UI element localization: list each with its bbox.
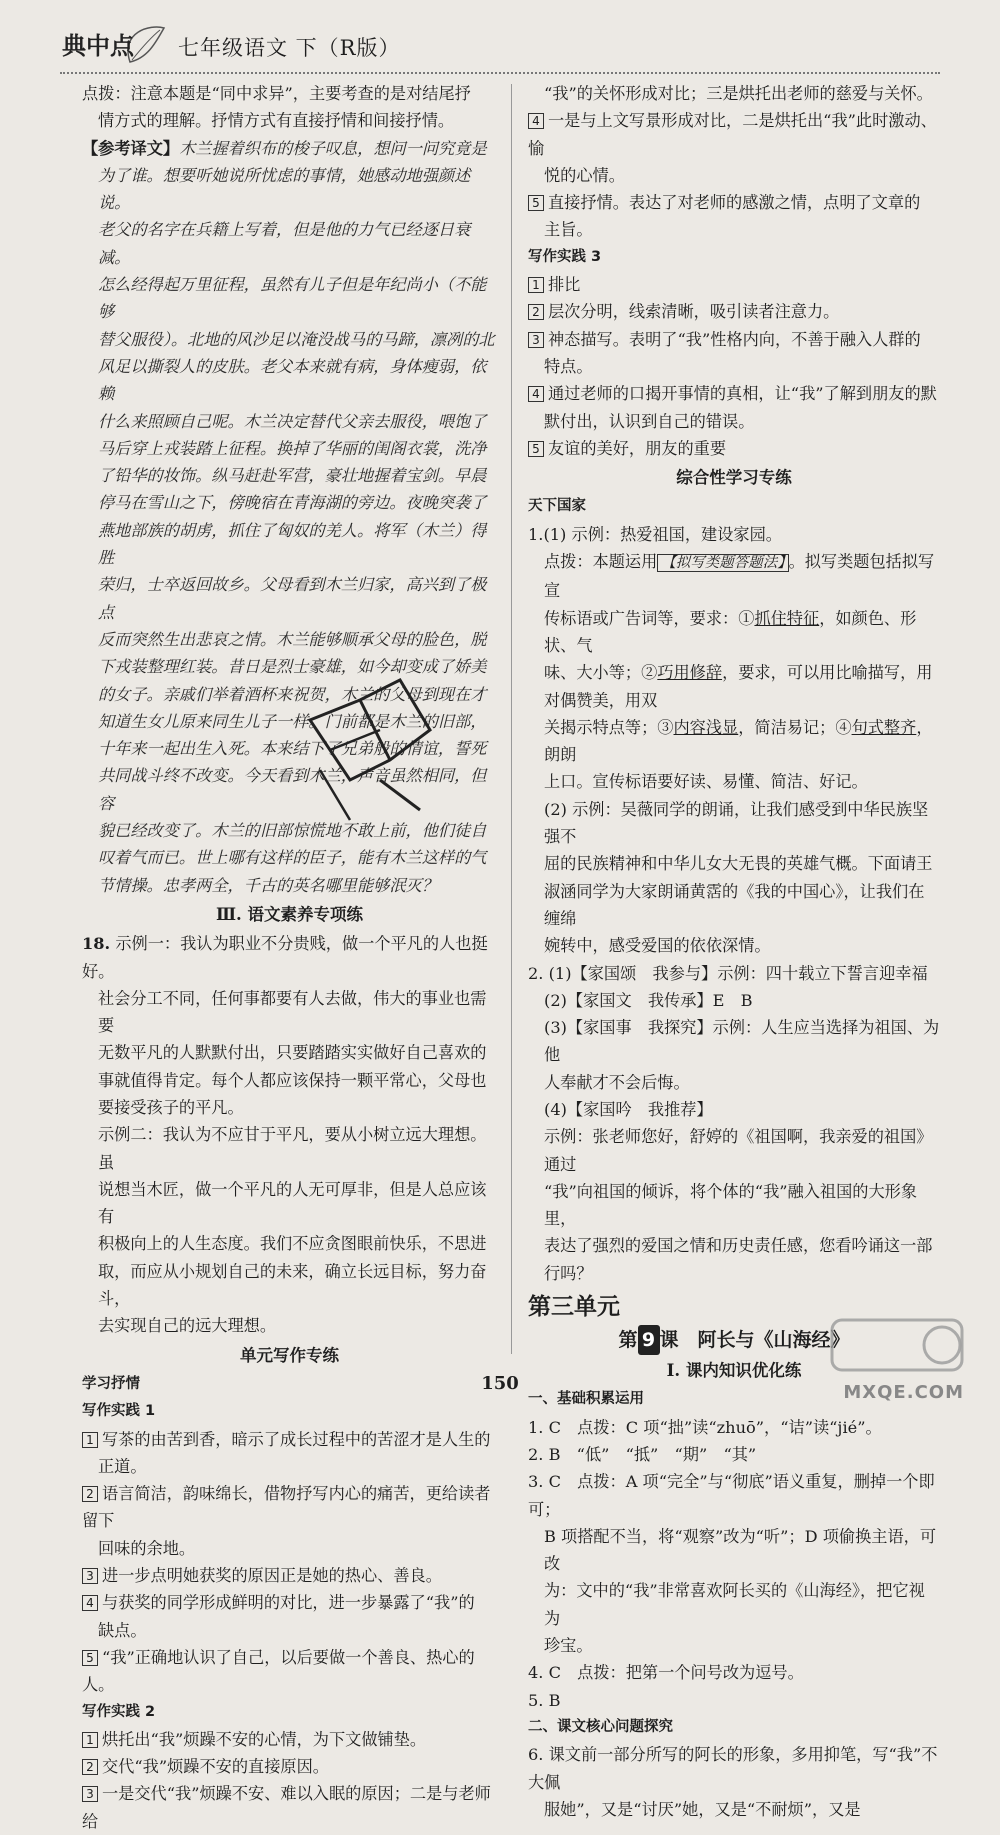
text-line: 什么来照顾自己呢。木兰决定替代父亲去服役，喂饱了 xyxy=(98,411,487,431)
text-line: 老父的名字在兵籍上写着，但是他的力气已经逐日衰减。 xyxy=(98,220,471,267)
num-box-3: 3 xyxy=(528,332,544,348)
subsection-title: 学习抒情 xyxy=(82,1375,140,1392)
text-line: 5. B xyxy=(528,1690,561,1710)
ref-tag: 【参考译文】 xyxy=(82,138,180,158)
text-line: 反而突然生出悲哀之情。木兰能够顺承父母的脸色，脱 xyxy=(98,629,487,649)
answer-item: 1 写茶的由苦到香，暗示了成长过程中的苦涩才是人生的 xyxy=(82,1426,497,1453)
text-line: 马后穿上戎装踏上征程。换掉了华丽的闺阁衣裳，洗净 xyxy=(98,438,487,458)
answer-item: 3 进一步点明她获奖的原因正是她的热心、善良。 xyxy=(82,1562,497,1589)
text-line: 默付出，认识到自己的错误。 xyxy=(544,411,755,431)
text-line: (3)【家国事 我探究】示例：人生应当选择为祖国、为他 xyxy=(544,1018,940,1065)
text-line: 下戎装整理红装。昔日是烈士豪雄，如今却变成了娇美 xyxy=(98,657,487,677)
num-box-3: 3 xyxy=(82,1786,98,1802)
num-box-1: 1 xyxy=(82,1432,98,1448)
text-line: 取，而应从小规划自己的未来，确立长远目标，努力奋斗， xyxy=(98,1261,487,1309)
lesson-title: 第 9 课 阿长与《山海经》 xyxy=(528,1325,940,1355)
text-line: 无数平凡的人默默付出，只要踏踏实实做好自己喜欢的 xyxy=(98,1043,487,1063)
subsection-title: 天下国家 xyxy=(528,498,586,515)
text-line: 积极向上的人生态度。我们不应贪图眼前快乐，不思进 xyxy=(98,1234,487,1254)
practice-title: 写作实践 3 xyxy=(528,248,602,265)
answer-item: 4 与获奖的同学形成鲜明的对比，进一步暴露了“我”的 xyxy=(82,1589,497,1616)
text-line: B 项搭配不当，将“观察”改为“听”；D 项偷换主语，可改 xyxy=(544,1526,937,1574)
text-line: 缺点。 xyxy=(98,1620,147,1640)
answer-item: 3 神态描写。表明了“我”性格内向，不善于融入人群的 xyxy=(528,326,940,353)
text-line: 了铅华的妆饰。纵马赶赴军营，豪壮地握着宝剑。早晨 xyxy=(98,466,487,486)
section-title: Ⅲ. 语文素养专项练 xyxy=(215,904,364,924)
text-line: 2. B “低” “抵” “期” “其” xyxy=(528,1444,757,1464)
subsection-title: 一、基础积累运用 xyxy=(528,1391,644,1408)
handwritten-stamp-icon xyxy=(290,660,450,830)
page-number: 150 xyxy=(481,1373,519,1394)
text-line: 味、大小等；②巧用修辞，要求，可以用比喻描写，用对偶赞美，用双 xyxy=(544,663,933,710)
text-line: “我”的关怀形成对比；三是烘托出老师的慈爱与关怀。 xyxy=(544,84,933,103)
text-line: 人奉献才不会后悔。 xyxy=(544,1072,690,1092)
question-18: 18. 示例一：我认为职业不分贵贱，做一个平凡的人也挺好。 xyxy=(82,934,488,981)
text-line: (2) 示例：吴薇同学的朗诵，让我们感受到中华民族坚强不 xyxy=(544,799,929,847)
text-line: 去实现自己的远大理想。 xyxy=(98,1316,277,1336)
num-box-2: 2 xyxy=(528,304,544,320)
text-line: 特点。 xyxy=(544,356,593,376)
answer-item: 4 通过老师的口揭开事情的真相，让“我”了解到朋友的默 xyxy=(528,380,940,407)
practice-title: 写作实践 1 xyxy=(82,1403,156,1420)
reference-translation: 【参考译文】木兰握着织布的梭子叹息，想问一问究竟是 xyxy=(82,138,487,158)
unit-title: 第三单元 xyxy=(528,1294,620,1321)
header-title: 七年级语文 下（R版） xyxy=(178,36,401,60)
answer-item: 5 直接抒情。表达了对老师的感激之情，点明了文章的 xyxy=(528,189,940,216)
text-line: 停马在雪山之下，傍晚宿在青海湖的旁边。夜晚突袭了 xyxy=(98,493,487,513)
header-rule xyxy=(60,72,940,74)
answer-item: 5 友谊的美好，朋友的重要 xyxy=(528,435,940,462)
text-line: 淑涵同学为大家朗诵黄霑的《我的中国心》，让我们在缠绵 xyxy=(544,881,925,928)
num-box-4: 4 xyxy=(528,386,544,402)
watermark-url: MXQE.COM xyxy=(843,1382,964,1403)
answer-item: 2 层次分明，线索清晰，吸引读者注意力。 xyxy=(528,298,940,325)
text-line: 燕地部族的胡虏，抓住了匈奴的羌人。将军（木兰）得胜 xyxy=(98,520,487,568)
text-line: 为了谁。想要听她说所忧虑的事情，她感动地强颜述说。 xyxy=(98,165,471,213)
header xyxy=(60,22,940,70)
text-line: 1. C 点拨：C 项“拙”读“zhuō”，“诘”读“jié”。 xyxy=(528,1417,882,1437)
logo-icon xyxy=(60,22,170,68)
text-line: 情方式的理解。抒情方式有直接抒情和间接抒情。 xyxy=(98,111,455,131)
num-box-4: 4 xyxy=(82,1595,98,1611)
left-column xyxy=(82,80,497,1835)
section-title: 单元写作专练 xyxy=(240,1345,339,1365)
subsection-title: 二、课文核心问题探究 xyxy=(528,1718,673,1735)
text-line: 示例二：我认为不应甘于平凡，要从小树立远大理想。虽 xyxy=(98,1125,487,1172)
text-line: 4. C 点拨：把第一个问号改为逗号。 xyxy=(528,1663,804,1683)
text-line: 婉转中，感受爱国的依依深情。 xyxy=(544,936,771,956)
text-line: 叹着气而已。世上哪有这样的臣子，能有木兰这样的气 xyxy=(98,848,487,868)
text-line: 的女子。亲戚们举着酒杯来祝贺，木兰的父母到现在才 xyxy=(98,684,487,704)
answer-item: 1 烘托出“我”烦躁不安的心情，为下文做铺垫。 xyxy=(82,1726,497,1753)
num-box-5: 5 xyxy=(528,195,544,211)
text-line: 上口。宣传标语要好读、易懂、简洁、好记。 xyxy=(544,772,868,792)
text-line: 传标语或广告词等，要求：①抓住特征，如颜色、形状、气 xyxy=(544,608,917,655)
text-line: 1.(1) 示例：热爱祖国，建设家园。 xyxy=(528,524,782,544)
right-column xyxy=(528,80,940,1823)
section-title: Ⅰ. 课内知识优化练 xyxy=(666,1361,802,1381)
text-line: 行吗？ xyxy=(544,1263,593,1283)
svg-text:典中点: 典中点 xyxy=(62,32,134,60)
text-line: 知道生女儿原来同生儿子一样。门前都是木兰的旧部， xyxy=(98,711,487,731)
text-line: 说想当木匠，做一个平凡的人无可厚非，但是人总应该有 xyxy=(98,1179,487,1227)
answer-item: 1 排比 xyxy=(528,271,940,298)
text-line: 6. 课文前一部分所写的阿长的形象，多用抑笔，写“我”不大佩 xyxy=(528,1745,938,1792)
answer-item: 2 语言简洁，韵味绵长，借物抒写内心的痛苦，更给读者留下 xyxy=(82,1484,491,1531)
text-line: 服她”，又是“讨厌”她，又是“不耐烦”，又是 xyxy=(544,1799,861,1819)
text-line: 荣归，士卒返回故乡。父母看到木兰归家，高兴到了极点 xyxy=(98,575,487,622)
text-line: 2. (1)【家国颂 我参与】示例：四十载立下誓言迎幸福 xyxy=(528,963,928,983)
text-line: 点拨：注意本题是“同中求异”，主要考查的是对结尾抒 xyxy=(82,84,471,103)
text-line: 十年来一起出生入死。本来结下了兄弟般的情谊，誓死 xyxy=(98,739,487,759)
text-line: 貌已经改变了。木兰的旧部惊慌地不敢上前，他们徒自 xyxy=(98,821,487,841)
text-line: 要接受孩子的平凡。 xyxy=(98,1097,244,1117)
text-line: 关揭示特点等；③内容浅显，简洁易记；④句式整齐，朗朗 xyxy=(544,717,933,765)
num-box-2: 2 xyxy=(82,1486,98,1502)
text-line: 珍宝。 xyxy=(544,1636,593,1656)
text-line: 主旨。 xyxy=(544,220,593,240)
text-line: (2)【家国文 我传承】E B xyxy=(544,990,753,1010)
num-box-2: 2 xyxy=(82,1759,98,1775)
column-divider xyxy=(511,84,512,1354)
lesson-number: 9 xyxy=(638,1325,660,1355)
text-line: 风足以撕裂人的皮肤。老父本来就有病，身体瘦弱，依赖 xyxy=(98,356,487,404)
answer-item: 2 交代“我”烦躁不安的直接原因。 xyxy=(82,1753,497,1780)
num-box-1: 1 xyxy=(528,277,544,293)
text-line: 正道。 xyxy=(98,1456,147,1476)
text-line: 共同战斗终不改变。今天看到木兰，声音虽然相同，但容 xyxy=(98,766,487,813)
text-line: 为：文中的“我”非常喜欢阿长买的《山海经》，把它视为 xyxy=(544,1581,925,1628)
num-box-4: 4 xyxy=(528,113,544,129)
text-line: 替父服役）。北地的风沙足以淹没战马的马蹄，凛冽的北 xyxy=(98,329,495,349)
num-box-1: 1 xyxy=(82,1732,98,1748)
text-line: 屈的民族精神和中华儿女大无畏的英雄气概。下面请王 xyxy=(544,854,933,874)
text-line: 悦的心情。 xyxy=(544,165,625,185)
text-line: 回味的余地。 xyxy=(98,1538,196,1558)
text-line: 示例：张老师您好，舒婷的《祖国啊，我亲爱的祖国》通过 xyxy=(544,1127,933,1174)
text-line: “我”向祖国的倾诉，将个体的“我”融入祖国的大形象里， xyxy=(544,1181,918,1229)
section-title: 综合性学习专练 xyxy=(676,468,792,488)
text-line: 怎么经得起万里征程，虽然有儿子但是年纪尚小（不能够 xyxy=(98,275,487,322)
text-line: 3. C 点拨：A 项“完全”与“彻底”语义重复，删掉一个即可； xyxy=(528,1472,935,1519)
answer-item: 4 一是与上文写景形成对比，二是烘托出“我”此时激动、愉 xyxy=(528,111,937,158)
num-box-3: 3 xyxy=(82,1568,98,1584)
text-line: (4)【家国吟 我推荐】 xyxy=(544,1099,713,1119)
text-line: 表达了强烈的爱国之情和历史责任感，您看吟诵这一部 xyxy=(544,1236,933,1256)
text-line: 点拨：本题运用 【拟写类题答题法】 。拟写类题包括拟写宣 xyxy=(544,552,935,601)
method-tag: 【拟写类题答题法】 xyxy=(657,554,788,572)
answer-item: 3 一是交代“我”烦躁不安、难以入眠的原因；二是与老师给 xyxy=(82,1784,491,1831)
text-line: 节情操。忠孝两全，千古的英名哪里能够泯灭？ xyxy=(98,875,438,895)
text-line: 社会分工不同，任何事都要有人去做，伟大的事业也需要 xyxy=(98,988,487,1036)
answer-item: 5 “我”正确地认识了自己，以后要做一个善良、热心的人。 xyxy=(82,1647,475,1695)
text-line: 事就值得肯定。每个人都应该保持一颗平常心，父母也 xyxy=(98,1070,487,1090)
num-box-5: 5 xyxy=(528,441,544,457)
num-box-5: 5 xyxy=(82,1650,98,1666)
practice-title: 写作实践 2 xyxy=(82,1703,156,1720)
